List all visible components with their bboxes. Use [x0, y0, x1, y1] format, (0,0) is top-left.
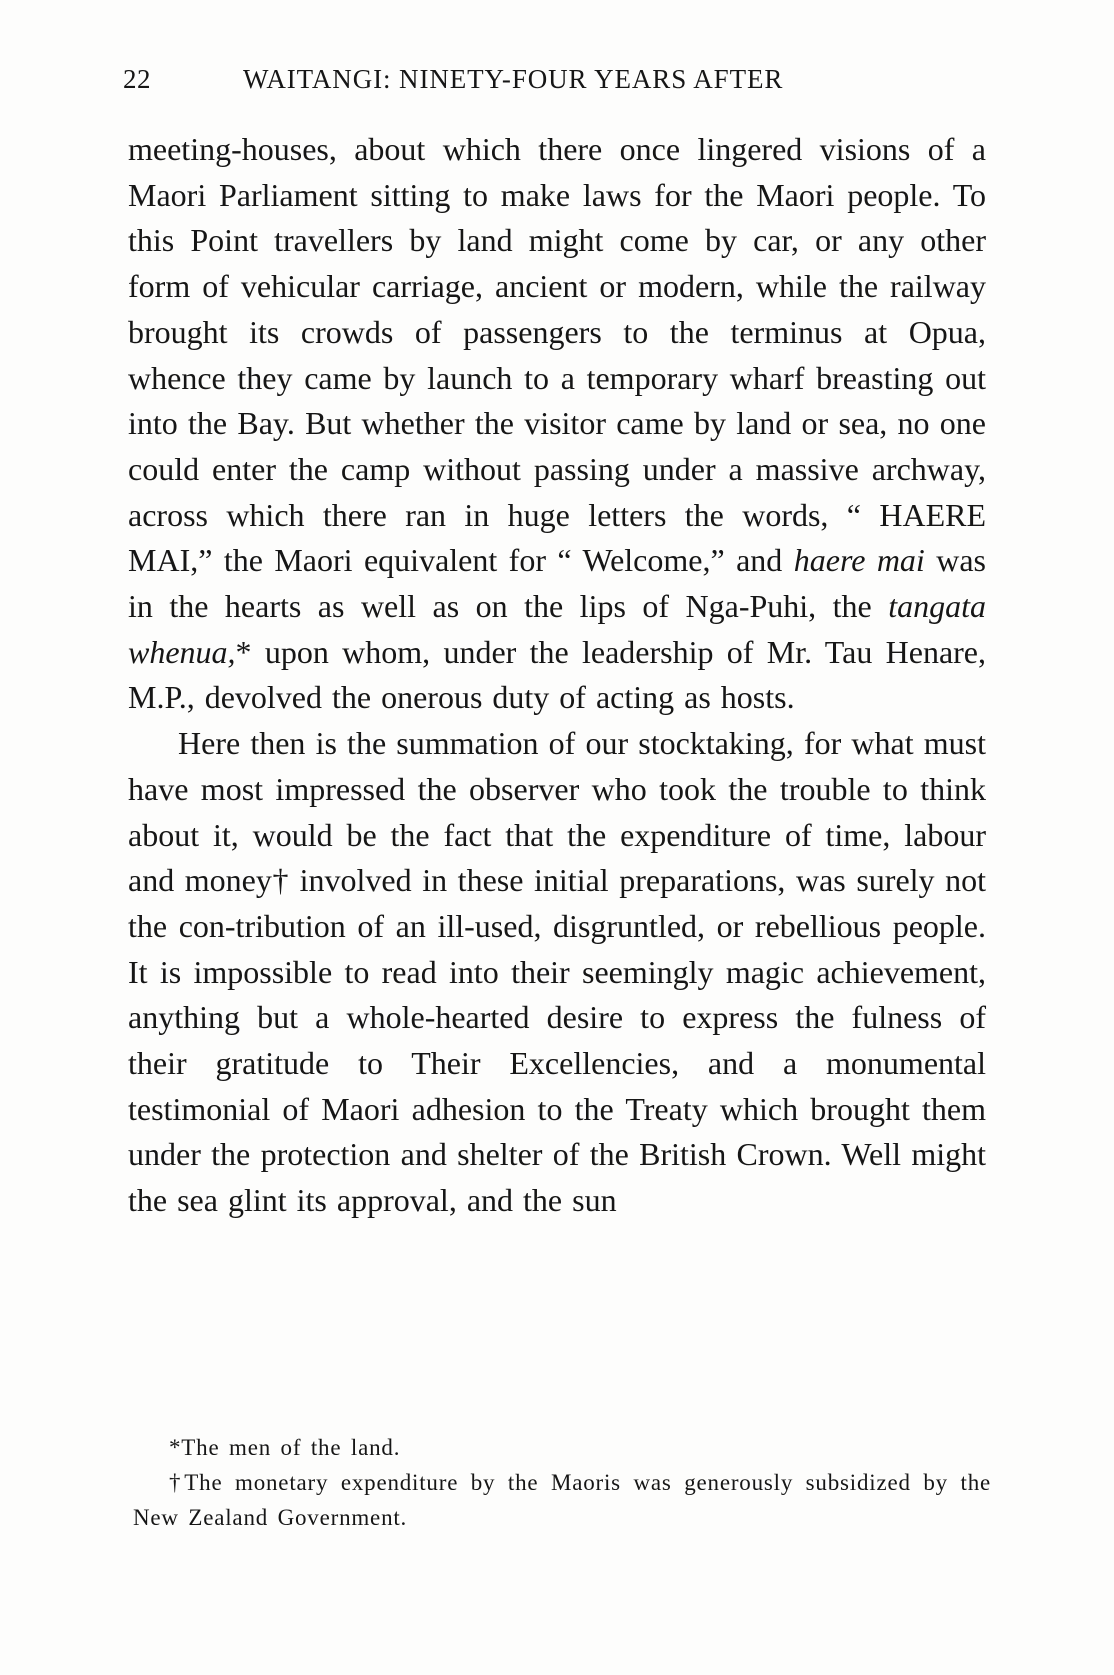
paragraph-2-text-b: involved in these initial preparations, was surely not the con-tribution of an ill-used, disgruntled, or rebellious people. It is impossible to read into their seemingly magic achievement, anything but a whole-hearted desire to express the fulness of their gratitude to Their Excellencies, and a monumental testimonial of Maori adhesion to the Treaty which brought them under the protection and shelter of the British Crown. Well might the sea glint its approval, and the sun [128, 862, 987, 1219]
footnotes [133, 1430, 991, 1535]
footnote-1: *The men of the land. [169, 1435, 401, 1460]
running-header [123, 64, 983, 100]
italic-tangata-whenua: tangata whenua, [128, 588, 986, 670]
footnote-2: †The monetary expenditure by the Maoris was generously subsidized by the New Zealand Government. [133, 1470, 991, 1530]
paragraph-2-text-a: Here then is the summation of our stocktaking, for what must have most impressed the observer who took the trouble to think about it, would be the fact that the expenditure of time, labour and money [128, 725, 986, 899]
footnote-marker-asterisk: * [235, 633, 252, 670]
footnote-marker-dagger: † [271, 862, 290, 899]
paragraph-2 [128, 721, 986, 1224]
body-text [128, 127, 986, 1224]
paragraph-1 [128, 127, 986, 721]
paragraph-1-text-c: upon whom, under the leadership of Mr. Tau Henare, M.P., devolved the onerous duty of acting as hosts. [128, 633, 986, 716]
italic-haere-mai: haere mai [793, 542, 925, 579]
paragraph-1-text-b: was in the hearts as well as on the lips of Nga-Puhi, the [128, 542, 987, 625]
running-title: WAITANGI: NINETY-FOUR YEARS AFTER [243, 64, 784, 94]
page-number: 22 [123, 64, 151, 94]
paragraph-1-text-a: meeting-houses, about which there once lingered visions of a Maori Parliament sitting to make laws for the Maori people. To this Point travellers by land might come by car, or any other form of vehicular carriage, ancient or modern, while the railway brought its crowds of passengers to the terminus at Opua, whence they came by launch to a temporary wharf breasting out into the Bay. But whether the visitor came by land or sea, no one could enter the camp without passing under a massive archway, across which there ran in huge letters the words, “ HAERE MAI,” the Maori equivalent for “ Welcome,” and [128, 131, 986, 579]
